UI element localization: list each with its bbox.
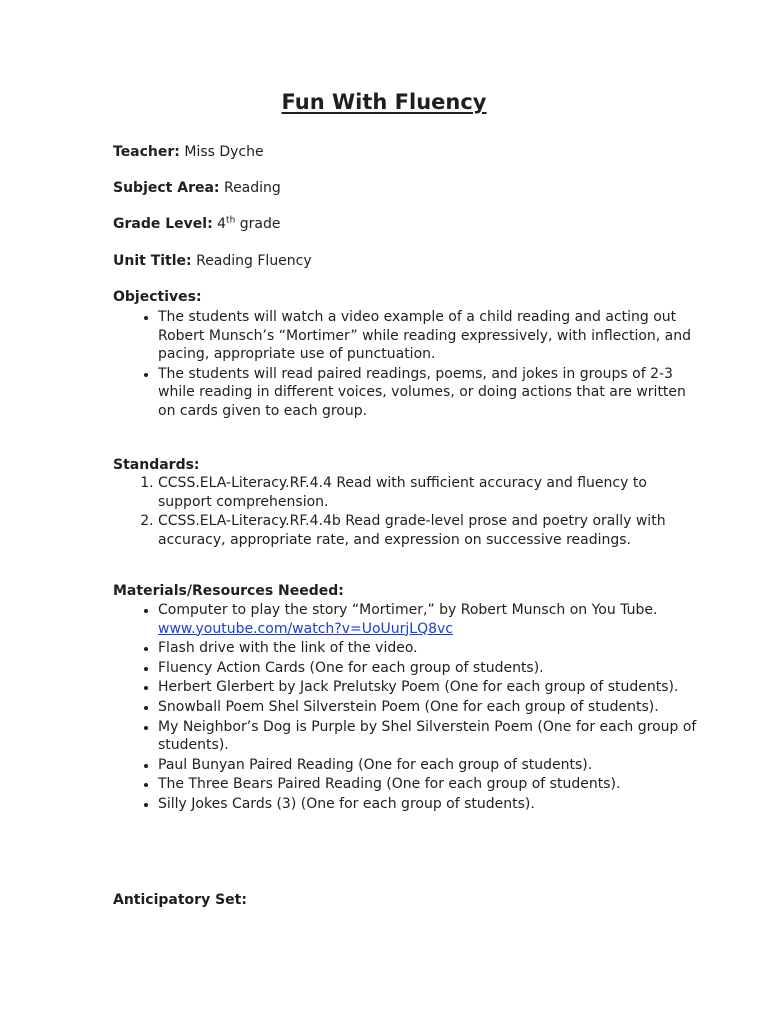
grade-value-suffix: th bbox=[226, 215, 236, 226]
subject-field bbox=[113, 180, 281, 196]
list-item: • My Neighbor’s Dog is Purple by Shel Silverstein Poem (One for each group of students). bbox=[158, 718, 698, 755]
unit-label: Unit Title: bbox=[113, 253, 192, 269]
list-item: • Snowball Poem Shel Silverstein Poem (One for each group of students). bbox=[158, 698, 698, 717]
list-item: • Herbert Glerbert by Jack Prelutsky Poem (One for each group of students). bbox=[158, 678, 698, 697]
unit-value: Reading Fluency bbox=[196, 253, 312, 269]
teacher-value: Miss Dyche bbox=[184, 144, 264, 160]
document-title: Fun With Fluency bbox=[281, 90, 487, 114]
materials-heading: Materials/Resources Needed: bbox=[113, 583, 344, 599]
standards-list bbox=[113, 474, 698, 550]
subject-label: Subject Area: bbox=[113, 180, 220, 196]
objectives-list bbox=[113, 308, 698, 422]
list-item: 2. CCSS.ELA-Literacy.RF.4.4b Read grade-level prose and poetry orally with accuracy, appropriate rate, and expression on successive readings. bbox=[158, 512, 698, 549]
list-item: • The Three Bears Paired Reading (One for each group of students). bbox=[158, 775, 698, 794]
list-item: • The students will read paired readings, poems, and jokes in groups of 2-3 while reading in different voices, volumes, or doing actions that are written on cards given to each group. bbox=[158, 365, 698, 421]
list-item: • The students will watch a video example of a child reading and acting out Robert Munsch’s “Mortimer” while reading expressively, with inflection, and pacing, appropriate use of punctuation. bbox=[158, 308, 698, 364]
list-item: 1. CCSS.ELA-Literacy.RF.4.4 Read with sufficient accuracy and fluency to support comprehension. bbox=[158, 474, 698, 511]
list-item: • Fluency Action Cards (One for each group of students). bbox=[158, 659, 698, 678]
grade-label: Grade Level: bbox=[113, 216, 213, 232]
grade-field bbox=[113, 216, 280, 232]
grade-value-rest: grade bbox=[235, 216, 281, 232]
grade-value-number: 4 bbox=[217, 216, 227, 232]
youtube-link[interactable]: www.youtube.com/watch?v=UoUurjLQ8vc bbox=[158, 620, 453, 637]
list-item: • Silly Jokes Cards (3) (One for each group of students). bbox=[158, 795, 698, 814]
objectives-heading: Objectives: bbox=[113, 289, 202, 305]
list-item: • Paul Bunyan Paired Reading (One for each group of students). bbox=[158, 756, 698, 775]
materials-list bbox=[113, 601, 698, 815]
list-item: • Flash drive with the link of the video. bbox=[158, 639, 698, 658]
subject-value: Reading bbox=[223, 180, 281, 196]
materials-item-text: Computer to play the story “Mortimer,” by Robert Munsch on You Tube. bbox=[158, 602, 658, 618]
teacher-field bbox=[113, 144, 264, 160]
unit-field bbox=[113, 253, 312, 269]
standards-heading: Standards: bbox=[113, 457, 200, 473]
teacher-label: Teacher: bbox=[113, 144, 180, 160]
list-item bbox=[158, 601, 698, 638]
anticipatory-heading: Anticipatory Set: bbox=[113, 892, 247, 908]
